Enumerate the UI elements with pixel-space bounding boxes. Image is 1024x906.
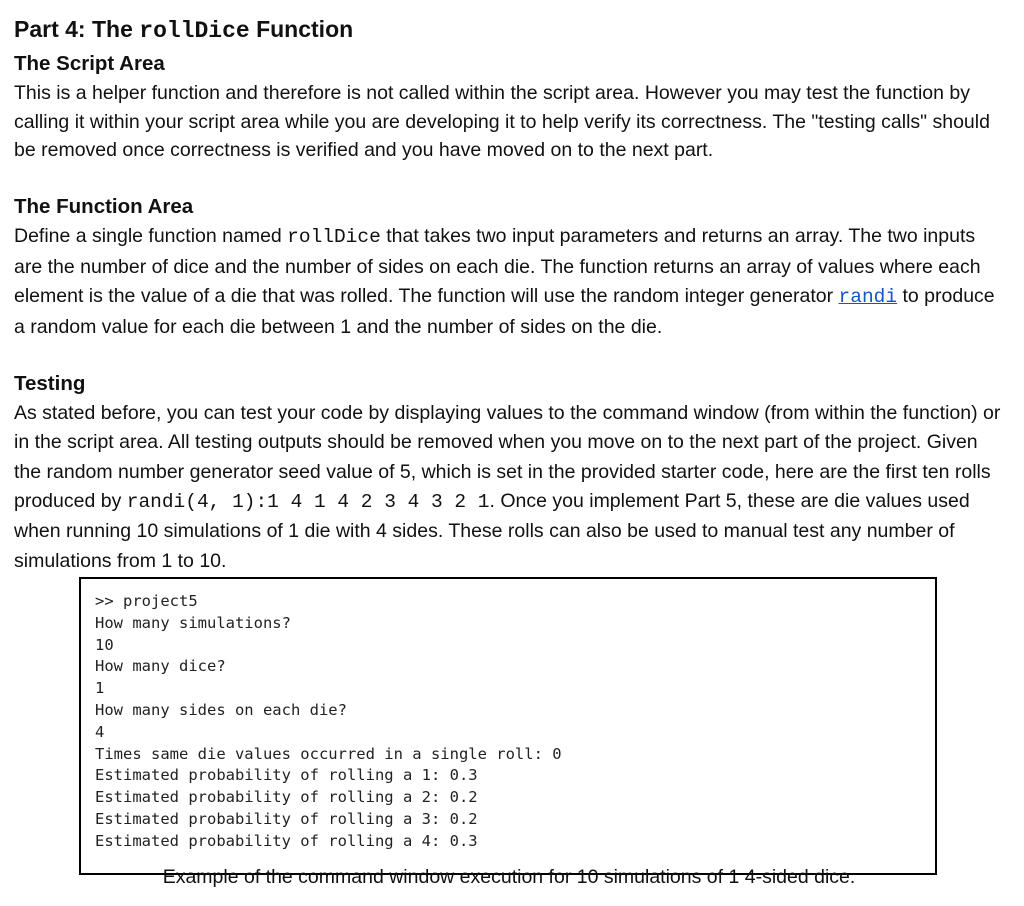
script-area-section — [14, 49, 1004, 165]
function-text-2: that takes two input parameters and returns an array. The two inputs are the number of dice and the number of sides on each die. The function returns an array of values where each element is the value of a die that was rolled. The function will use the random integer generator — [14, 225, 981, 308]
page-title — [14, 14, 1004, 46]
title-code: rollDice — [139, 18, 250, 44]
console-line: How many sides on each die? — [95, 700, 347, 719]
document — [14, 0, 1004, 888]
function-area-body — [14, 222, 1004, 342]
console-line: Estimated probability of rolling a 2: 0.2 — [95, 788, 478, 807]
console-line: 10 — [95, 635, 114, 654]
testing-body — [14, 399, 1004, 576]
console-line: Estimated probability of rolling a 3: 0.2 — [95, 809, 478, 828]
script-area-body: This is a helper function and therefore is not called within the script area. However you may test the function by calling it within your script area while you are developing it to help verify its correctness. The "testing calls" should be removed once correctness is verified and you have moved on to the next part. — [14, 82, 990, 162]
console-line: Estimated probability of rolling a 1: 0.3 — [95, 766, 478, 785]
console-line: How many dice? — [95, 657, 226, 676]
script-area-heading: The Script Area — [14, 52, 165, 75]
title-suffix: Function — [249, 16, 354, 42]
console-line: Times same die values occurred in a single roll: 0 — [95, 744, 562, 763]
function-code-name: rollDice — [287, 226, 381, 249]
console-line: >> project5 — [95, 592, 198, 610]
function-area-heading: The Function Area — [14, 195, 194, 219]
console-line: 4 — [95, 722, 105, 741]
testing-text-2: . Once you implement Part 5, these are die values used when running 10 simulations of 1 die with 4 sides. These rolls can also be used to manual test any number of simulations from 1 to 10. — [14, 490, 970, 572]
title-prefix: Part 4: The — [14, 16, 140, 42]
randi-link[interactable]: randi — [838, 286, 898, 309]
figure-caption: Example of the command window execution for 10 simulations of 1 4-sided dice. — [162, 866, 856, 888]
console-line: How many simulations? — [95, 613, 291, 632]
testing-heading: Testing — [14, 372, 86, 396]
testing-code: randi(4, 1):1 4 1 4 2 3 4 3 2 1 — [126, 491, 490, 513]
testing-text-1: As stated before, you can test your code by displaying values to the command window (from within the function) or in the script area. All testing outputs should be removed when you move on to the next part of the project. Given the random number generator seed value of 5, which is set in the provided starter code, here are the first ten rolls produced by — [14, 402, 1001, 512]
function-text-1: Define a single function named — [14, 225, 288, 248]
function-area-section — [14, 192, 1004, 342]
console-line: Estimated probability of rolling a 4: 0.3 — [95, 831, 478, 850]
function-text-3: to produce a random value for each die between 1 and the number of sides on the die. — [14, 285, 995, 338]
console-line: 1 — [95, 679, 105, 698]
command-window-example — [79, 577, 937, 875]
testing-section — [14, 369, 1004, 576]
